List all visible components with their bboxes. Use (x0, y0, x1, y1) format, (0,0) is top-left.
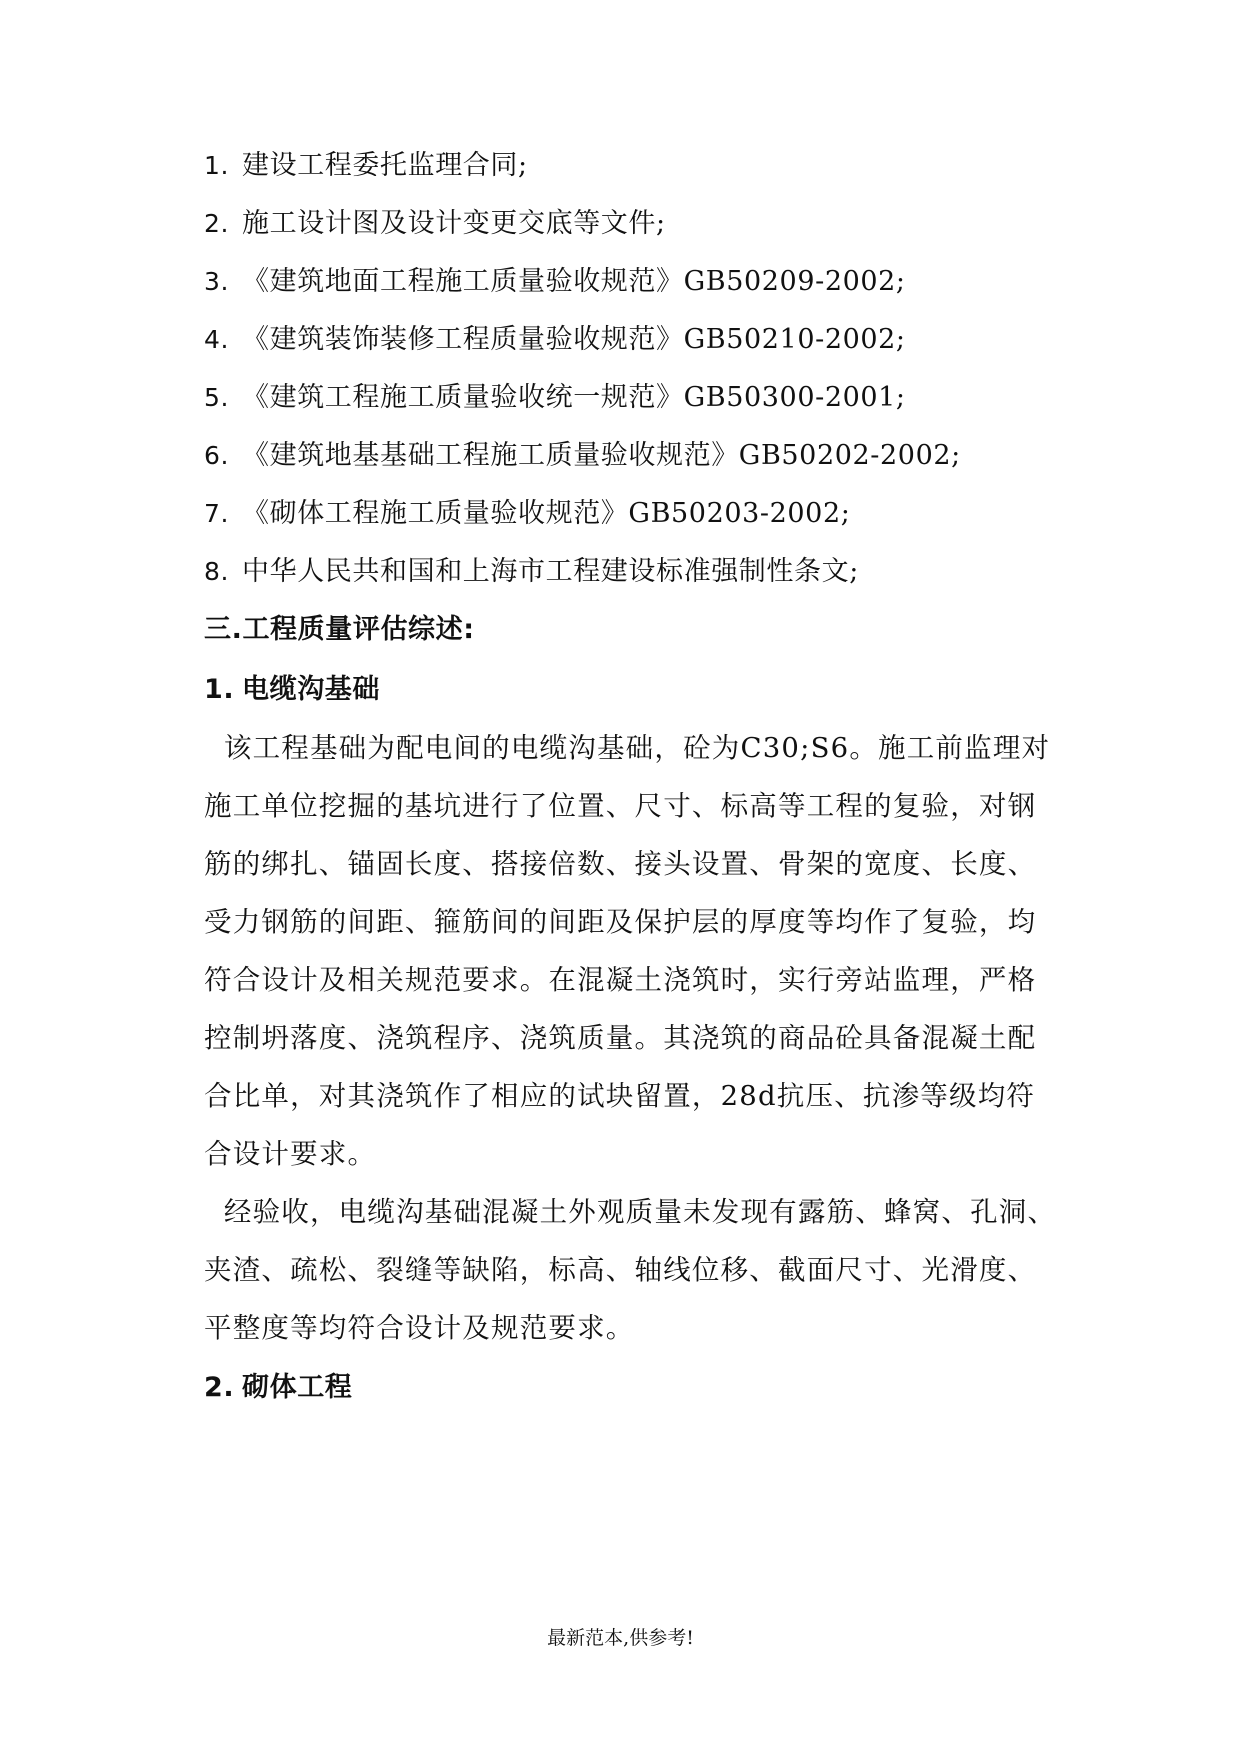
reference-number: 6. (204, 441, 230, 470)
reference-item (204, 496, 850, 532)
reference-text: 中华人民共和国和上海市工程建设标准强制性条文; (242, 556, 859, 587)
paragraph-line: 经验收，电缆沟基础混凝土外观质量未发现有露筋、蜂窝、孔洞、 (204, 1196, 1057, 1228)
paragraph-line: 该工程基础为配电间的电缆沟基础，砼为C30;S6。施工前监理对 (204, 732, 1051, 764)
reference-text: 《建筑地面工程施工质量验收规范》GB50209-2002; (242, 266, 906, 297)
subsection-title: 电缆沟基础 (242, 674, 380, 705)
reference-number: 7. (204, 499, 230, 528)
reference-number: 8. (204, 557, 230, 586)
reference-number: 1. (204, 151, 230, 180)
reference-item (204, 380, 906, 416)
paragraph-line: 平整度等均符合设计及规范要求。 (204, 1312, 635, 1344)
reference-item (204, 322, 906, 358)
reference-number: 4. (204, 325, 230, 354)
page-footer: 最新范本,供参考! (547, 1627, 694, 1649)
reference-text: 《建筑装饰装修工程质量验收规范》GB50210-2002; (242, 324, 906, 355)
section-heading: 三.工程质量评估综述: (204, 614, 475, 645)
subsection-heading (204, 1370, 352, 1406)
reference-item (204, 554, 859, 590)
reference-text: 施工设计图及设计变更交底等文件; (242, 208, 666, 239)
subsection-title: 砌体工程 (242, 1372, 353, 1403)
reference-number: 3. (204, 267, 230, 296)
paragraph-line: 合比单，对其浇筑作了相应的试块留置，28d抗压、抗渗等级均符 (204, 1080, 1036, 1112)
paragraph-line: 符合设计及相关规范要求。在混凝土浇筑时，实行旁站监理，严格 (204, 964, 1037, 996)
reference-item (204, 264, 906, 300)
reference-text: 建设工程委托监理合同; (242, 150, 528, 181)
reference-text: 《建筑地基基础工程施工质量验收规范》GB50202-2002; (242, 440, 961, 471)
paragraph-line: 受力钢筋的间距、箍筋间的间距及保护层的厚度等均作了复验，均 (204, 906, 1037, 938)
reference-number: 2. (204, 209, 230, 238)
paragraph-line: 施工单位挖掘的基坑进行了位置、尺寸、标高等工程的复验，对钢 (204, 790, 1037, 822)
reference-item (204, 206, 666, 242)
paragraph-line: 合设计要求。 (204, 1138, 377, 1170)
reference-number: 5. (204, 383, 230, 412)
subsection-number: 1. (204, 674, 235, 705)
reference-item (204, 438, 961, 474)
reference-item (204, 148, 528, 184)
reference-text: 《建筑工程施工质量验收统一规范》GB50300-2001; (242, 382, 906, 413)
paragraph-line: 夹渣、疏松、裂缝等缺陷，标高、轴线位移、截面尺寸、光滑度、 (204, 1254, 1037, 1286)
subsection-heading (204, 672, 380, 708)
subsection-number: 2. (204, 1372, 235, 1403)
reference-text: 《砌体工程施工质量验收规范》GB50203-2002; (242, 498, 851, 529)
paragraph-line: 筋的绑扎、锚固长度、搭接倍数、接头设置、骨架的宽度、长度、 (204, 848, 1037, 880)
paragraph-line: 控制坍落度、浇筑程序、浇筑质量。其浇筑的商品砼具备混凝土配 (204, 1022, 1037, 1054)
